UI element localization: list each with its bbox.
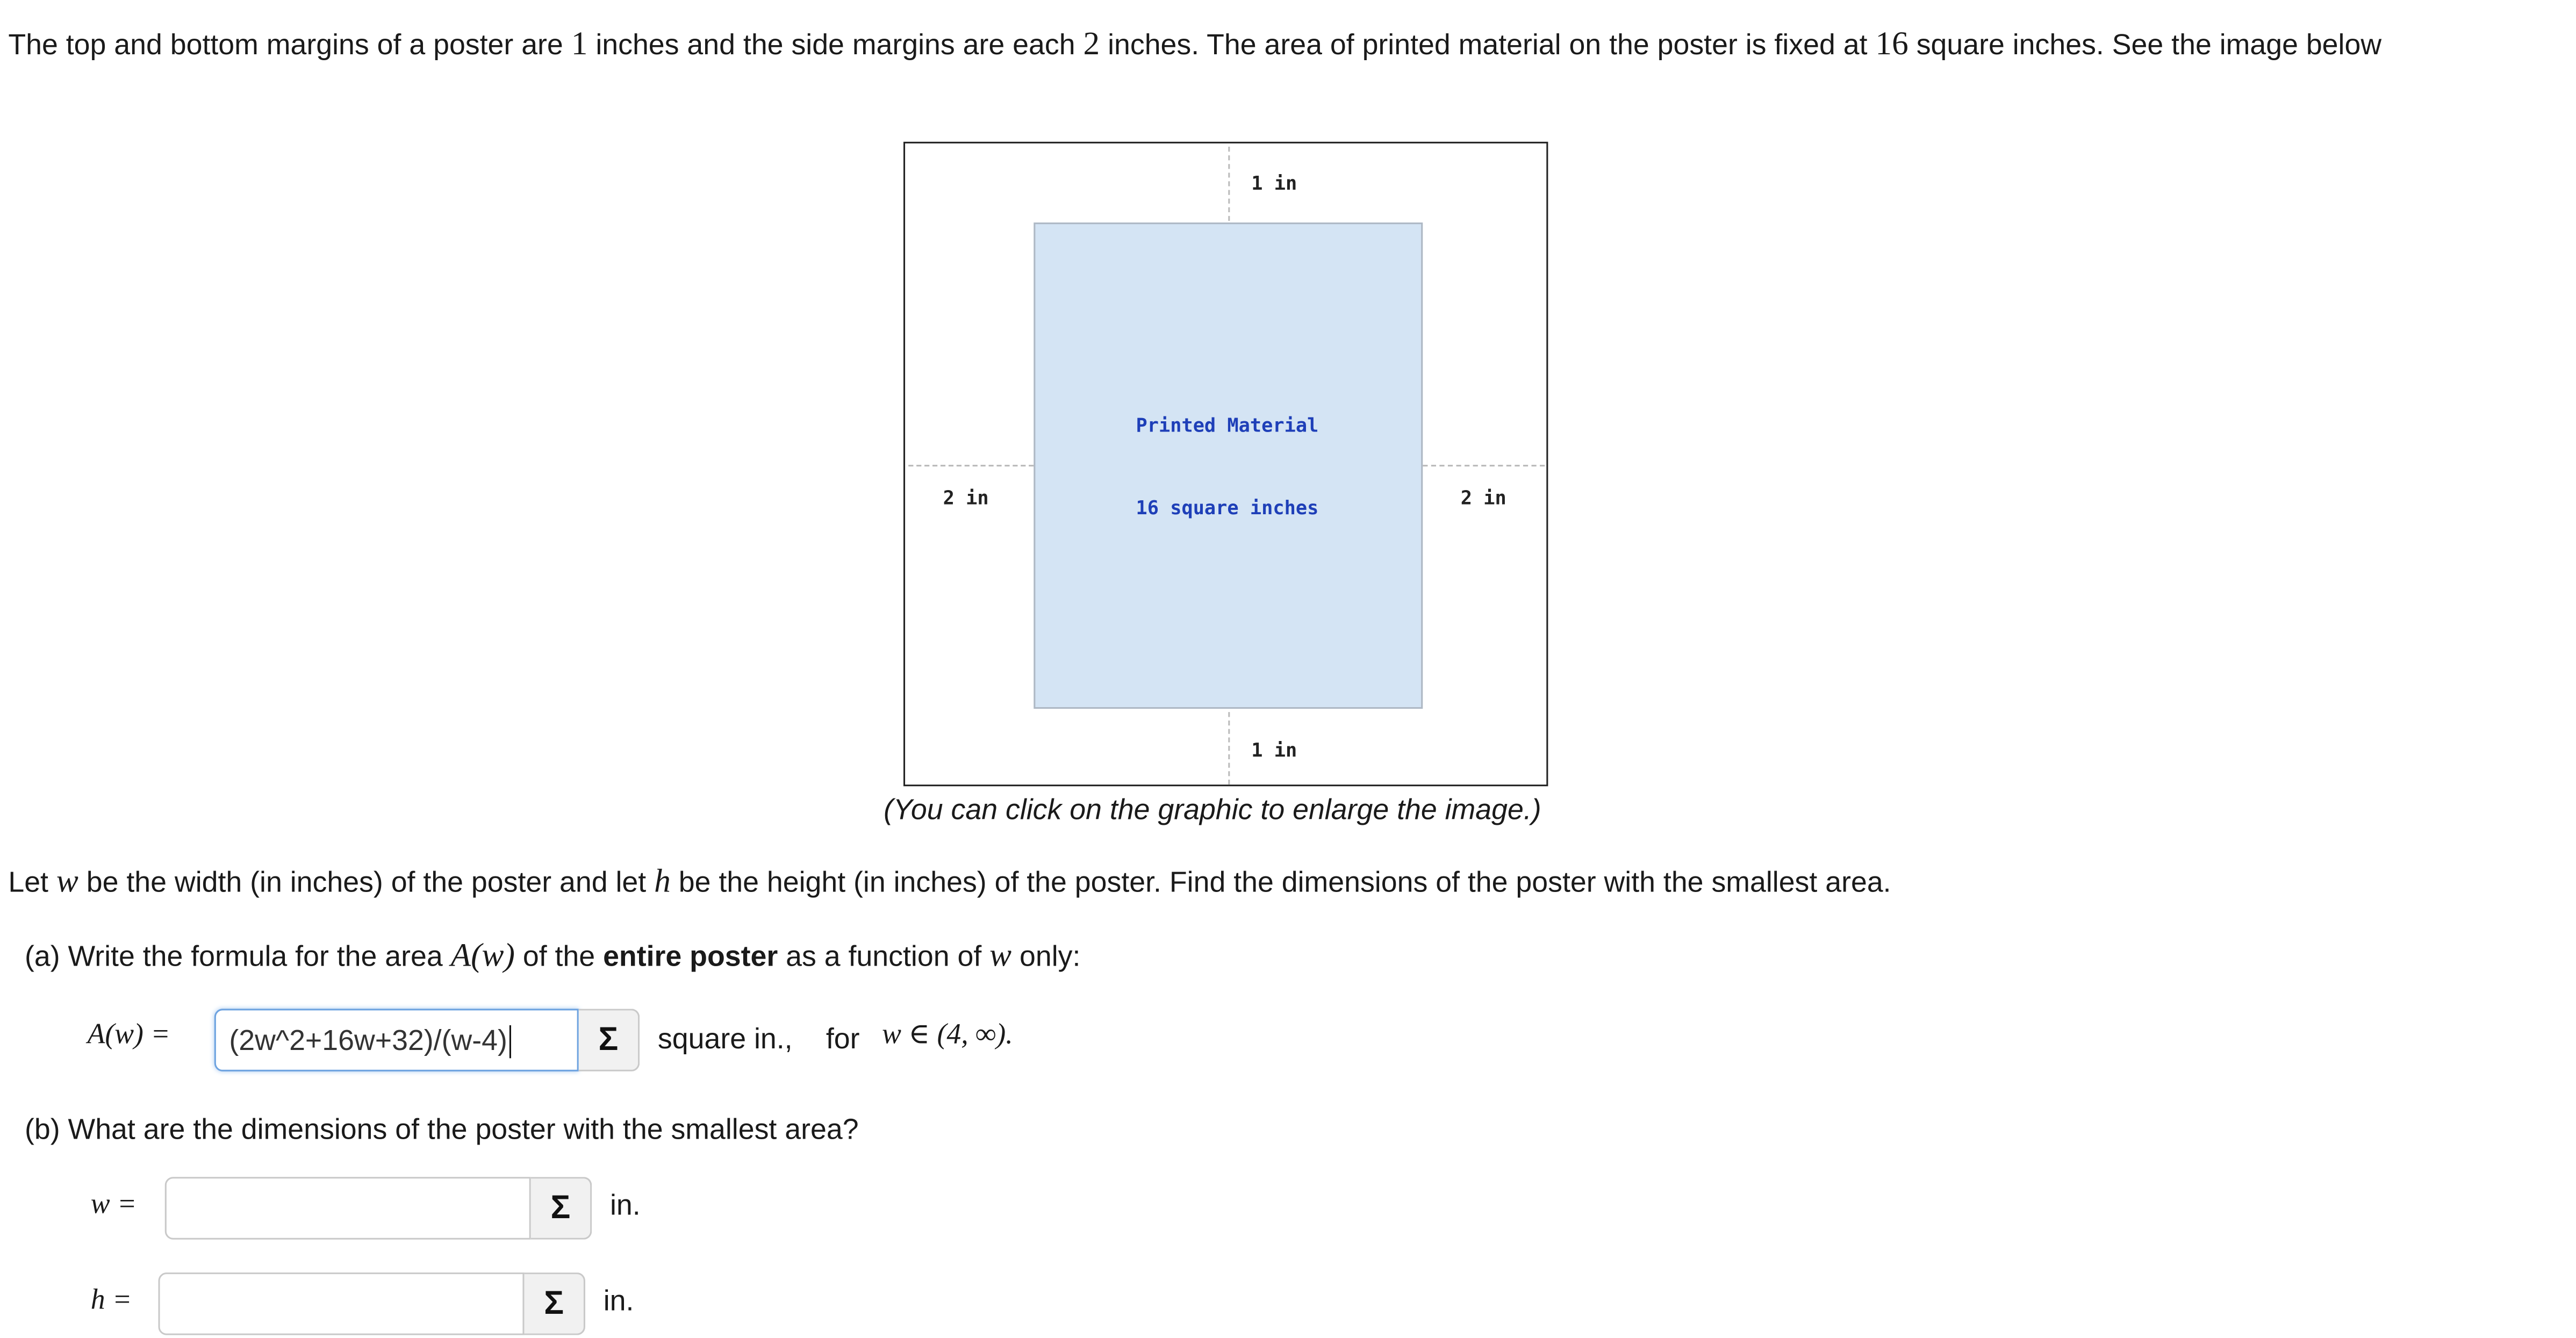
part-b-question: (b) What are the dimensions of the poster with the smallest area? bbox=[25, 1112, 859, 1146]
problem-statement: Let w be the width (in inches) of the poster and let h be the height (in inches) of the poster. Find the dimensions of the poster with the smallest area. bbox=[8, 864, 1891, 900]
problem-intro: The top and bottom margins of a poster are 1 inches and the side margins are each 2 inches. The area of printed material on the poster is fixed at 16 square inches. See the image below bbox=[8, 26, 2382, 63]
domain-for-label: for bbox=[826, 1022, 860, 1055]
left-margin-guide bbox=[908, 465, 1034, 466]
side-margin-value: 2 bbox=[1083, 26, 1100, 63]
right-margin-guide bbox=[1423, 465, 1545, 466]
width-label: w = bbox=[90, 1186, 137, 1220]
sigma-icon[interactable]: Σ bbox=[524, 1272, 585, 1335]
printed-material-area bbox=[1034, 222, 1423, 709]
domain-expression: w ∈ (4, ∞). bbox=[882, 1017, 1013, 1050]
printed-material-title: Printed Material bbox=[1136, 413, 1319, 437]
area-formula-input[interactable]: (2w^2+16w+32)/(w-4) bbox=[214, 1009, 579, 1071]
sigma-icon[interactable]: Σ bbox=[579, 1009, 640, 1071]
text-caret bbox=[509, 1026, 511, 1059]
sigma-icon[interactable]: Σ bbox=[531, 1177, 592, 1240]
width-units: in. bbox=[609, 1188, 641, 1222]
part-a-question: (a) Write the formula for the area A(w) of the entire poster as a function of w only: bbox=[25, 938, 1081, 974]
poster-diagram[interactable] bbox=[903, 142, 1548, 786]
top-bottom-margin-value: 1 bbox=[571, 26, 588, 63]
height-units: in. bbox=[603, 1284, 634, 1317]
figure-caption: (You can click on the graphic to enlarge the image.) bbox=[884, 793, 1541, 826]
area-units: square in., bbox=[657, 1022, 793, 1055]
width-input[interactable] bbox=[165, 1177, 531, 1240]
right-margin-label: 2 in bbox=[1460, 486, 1506, 509]
bottom-margin-label: 1 in bbox=[1251, 738, 1297, 762]
bottom-margin-guide bbox=[1228, 712, 1230, 785]
height-input[interactable] bbox=[158, 1272, 524, 1335]
top-margin-guide bbox=[1228, 147, 1230, 221]
printed-material-area-label: 16 square inches bbox=[1136, 496, 1319, 520]
area-function-label: A(w) = bbox=[87, 1017, 170, 1050]
top-margin-label: 1 in bbox=[1251, 171, 1297, 195]
left-margin-label: 2 in bbox=[943, 486, 989, 509]
height-label: h = bbox=[90, 1282, 132, 1315]
printed-area-value: 16 bbox=[1875, 26, 1908, 63]
